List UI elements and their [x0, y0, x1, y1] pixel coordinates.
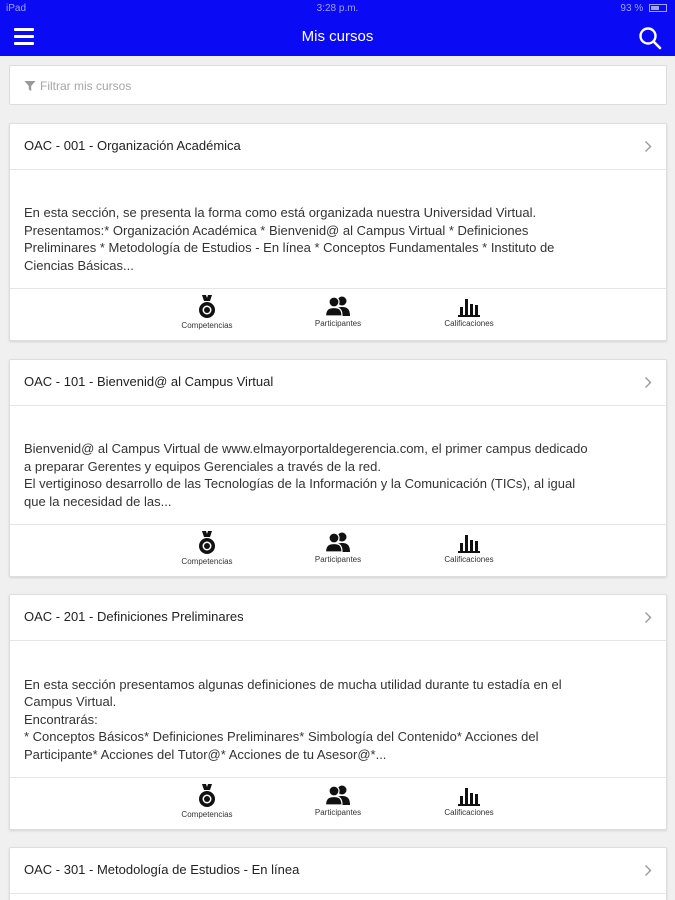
bar-chart-icon: [458, 295, 480, 317]
course-actions: [10, 778, 666, 829]
people-icon: [325, 784, 351, 806]
medal-icon: [197, 784, 217, 808]
funnel-icon: [24, 80, 36, 92]
course-card: [9, 594, 667, 830]
competencias-label: Competencias: [181, 810, 233, 819]
chevron-right-icon: [644, 376, 652, 389]
calificaciones-label: Calificaciones: [444, 808, 494, 817]
calificaciones-button[interactable]: [424, 784, 514, 817]
competencias-button[interactable]: [162, 784, 252, 819]
calificaciones-button[interactable]: [424, 531, 514, 564]
course-title: OAC - 101 - Bienvenid@ al Campus Virtual: [24, 374, 274, 389]
course-actions: [10, 289, 666, 340]
medal-icon: [197, 531, 217, 555]
status-bar: [0, 0, 675, 18]
chevron-right-icon: [644, 611, 652, 624]
participantes-label: Participantes: [314, 319, 362, 328]
battery-percent: 93 %: [620, 3, 644, 14]
chevron-right-icon: [644, 864, 652, 877]
participantes-button[interactable]: [293, 531, 383, 564]
battery-icon: [649, 4, 667, 12]
people-icon: [325, 531, 351, 553]
bar-chart-icon: [458, 784, 480, 806]
course-body: [10, 406, 666, 525]
competencias-button[interactable]: [162, 531, 252, 566]
course-description: Bienvenid@ al Campus Virtual de www.elmayorportaldegerencia.com, el primer campus dedicado a preparar Gerentes y equipos Gerenciales a través de la red. El vertiginoso desarrollo de las Tecnologías de la Información y la Comunicación (TICs), al igual que la necesidad de las...: [24, 441, 588, 509]
course-header[interactable]: [10, 360, 666, 406]
participantes-label: Participantes: [314, 808, 362, 817]
competencias-label: Competencias: [181, 557, 233, 566]
course-title: OAC - 201 - Definiciones Preliminares: [24, 609, 244, 624]
course-card: [9, 359, 667, 577]
filter-bar: [9, 65, 667, 105]
filter-input[interactable]: [40, 76, 640, 96]
calificaciones-button[interactable]: [424, 295, 514, 328]
course-card: [9, 847, 667, 900]
device-label: iPad: [6, 3, 27, 14]
people-icon: [325, 295, 351, 317]
status-time: 3:28 p.m.: [316, 3, 359, 14]
bar-chart-icon: [458, 531, 480, 553]
competencias-button[interactable]: [162, 295, 252, 330]
battery-status: [620, 3, 667, 14]
participantes-label: Participantes: [314, 555, 362, 564]
course-header[interactable]: [10, 848, 666, 894]
course-header[interactable]: [10, 595, 666, 641]
calificaciones-label: Calificaciones: [444, 319, 494, 328]
course-description: En esta sección, se presenta la forma como está organizada nuestra Universidad Virtual. Presentamos:* Organización Académica * Bienvenid@ al Campus Virtual * Definiciones Preliminares * Metodología de Estudios - En línea * Conceptos Fundamentales * Instituto de Ciencias Básicas...: [24, 205, 555, 273]
calificaciones-label: Calificaciones: [444, 555, 494, 564]
course-title: OAC - 001 - Organización Académica: [24, 138, 241, 153]
header: [0, 18, 675, 56]
course-title: OAC - 301 - Metodología de Estudios - En línea: [24, 862, 300, 877]
participantes-button[interactable]: [293, 784, 383, 817]
course-header[interactable]: [10, 124, 666, 170]
course-description: En esta sección presentamos algunas definiciones de mucha utilidad durante tu estadía en el Campus Virtual. Encontrarás: * Conceptos Básicos* Definiciones Preliminares* Simbología del Contenido* Acciones del Participante* Acciones del Tutor@* Acciones de tu Asesor@*...: [24, 676, 562, 762]
participantes-button[interactable]: [293, 295, 383, 328]
medal-icon: [197, 295, 217, 319]
page-title: Mis cursos: [301, 28, 374, 45]
course-card: [9, 123, 667, 341]
competencias-label: Competencias: [181, 321, 233, 330]
search-icon[interactable]: [637, 25, 663, 51]
course-body: [10, 641, 666, 778]
chevron-right-icon: [644, 140, 652, 153]
course-actions: [10, 525, 666, 576]
course-body: [10, 170, 666, 289]
